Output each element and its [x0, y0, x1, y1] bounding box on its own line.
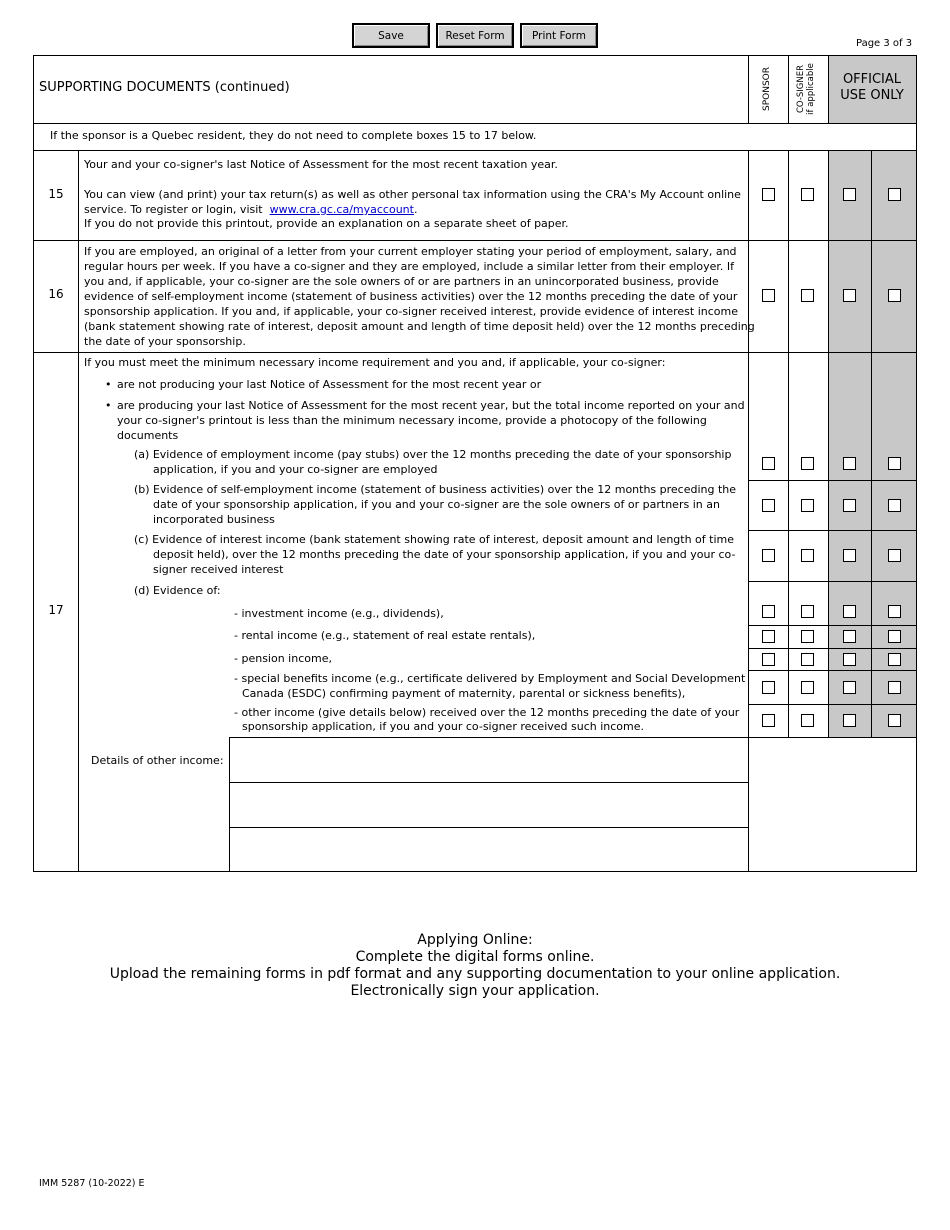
- details-other-income-field[interactable]: [231, 829, 747, 870]
- official-checkbox[interactable]: [843, 681, 856, 694]
- official-checkbox[interactable]: [888, 549, 901, 562]
- footer-line: Upload the remaining forms in pdf format and any supporting documentation to your online application.: [109, 966, 841, 982]
- cosigner-checkbox[interactable]: [801, 681, 814, 694]
- row-15-line4: If you do not provide this printout, provide an explanation on a separate sheet of paper.: [84, 217, 569, 230]
- cosigner-checkbox[interactable]: [801, 714, 814, 727]
- row-16-line: If you are employed, an original of a letter from your current employer stating your period of employment, salary, and: [84, 245, 737, 258]
- official-checkbox[interactable]: [843, 457, 856, 470]
- row-17-a: (a) Evidence of employment income (pay stubs) over the 12 months preceding the date of your sponsorship: [134, 448, 732, 461]
- row-17-b: date of your sponsorship application, if you and your co-signer are the sole owners of or partners in an: [153, 498, 720, 511]
- row-17-d5: sponsorship application, if you and your co-signer received such income.: [242, 720, 645, 733]
- row-17-b: (b) Evidence of self-employment income (statement of business activities) over the 12 months preceding the: [134, 483, 737, 496]
- official-use-label: OFFICIAL USE ONLY: [840, 72, 904, 103]
- reset-form-button[interactable]: Reset Form: [436, 23, 514, 48]
- sponsor-checkbox[interactable]: [762, 630, 775, 643]
- official-checkbox[interactable]: [888, 714, 901, 727]
- cosigner-checkbox[interactable]: [801, 549, 814, 562]
- official-checkbox[interactable]: [843, 653, 856, 666]
- row-17-d2: - rental income (e.g., statement of real estate rentals),: [234, 629, 536, 642]
- cosigner-checkbox[interactable]: [801, 188, 814, 201]
- row-17-d4: - special benefits income (e.g., certificate delivered by Employment and Social Development: [234, 672, 746, 685]
- print-form-button[interactable]: Print Form: [520, 23, 598, 48]
- row-16-line: the date of your sponsorship.: [84, 335, 246, 348]
- section-title: SUPPORTING DOCUMENTS (continued): [39, 80, 290, 95]
- official-checkbox[interactable]: [888, 499, 901, 512]
- official-checkbox[interactable]: [888, 289, 901, 302]
- row-15-number: 15: [48, 187, 64, 201]
- official-checkbox[interactable]: [888, 605, 901, 618]
- official-checkbox[interactable]: [843, 188, 856, 201]
- row-15-line2: You can view (and print) your tax return(s) as well as other personal tax information using the CRA's My Account online: [84, 188, 741, 201]
- form-id: IMM 5287 (10-2022) E: [39, 1178, 145, 1189]
- official-checkbox[interactable]: [843, 630, 856, 643]
- sponsor-checkbox[interactable]: [762, 188, 775, 201]
- cra-myaccount-link[interactable]: www.cra.gc.ca/myaccount: [269, 203, 414, 216]
- row-17-d: (d) Evidence of:: [134, 584, 221, 597]
- sponsor-checkbox[interactable]: [762, 714, 775, 727]
- row-17-c: deposit held), over the 12 months preceding the date of your sponsorship application, if you and your co-: [153, 548, 736, 561]
- row-16-line: sponsorship application. If you and, if applicable, your co-signer received interest, provide evidence of interest income: [84, 305, 738, 318]
- row-17-c: signer received interest: [153, 563, 284, 576]
- details-other-income-field[interactable]: [231, 739, 747, 781]
- sponsor-column-label: SPONSOR: [762, 67, 772, 112]
- official-checkbox[interactable]: [888, 653, 901, 666]
- cosigner-checkbox[interactable]: [801, 605, 814, 618]
- row-16-line: evidence of self-employment income (statement of business activities) over the 12 months preceding the date of your: [84, 290, 738, 303]
- cosigner-checkbox[interactable]: [801, 630, 814, 643]
- sponsor-checkbox[interactable]: [762, 457, 775, 470]
- row-17-b: incorporated business: [153, 513, 275, 526]
- details-other-income-field[interactable]: [231, 784, 747, 826]
- cosigner-checkbox[interactable]: [801, 653, 814, 666]
- cosigner-column-sublabel: if applicable: [806, 63, 816, 115]
- save-button[interactable]: Save: [352, 23, 430, 48]
- official-checkbox[interactable]: [888, 188, 901, 201]
- footer-line: Complete the digital forms online.: [355, 949, 595, 965]
- cosigner-checkbox[interactable]: [801, 457, 814, 470]
- sponsor-checkbox[interactable]: [762, 549, 775, 562]
- row-17-bullet2: your co-signer's printout is less than the minimum necessary income, provide a photocopy of the following: [117, 414, 707, 427]
- row-17-c: (c) Evidence of interest income (bank statement showing rate of interest, deposit amount and length of time: [134, 533, 735, 546]
- details-other-income-label: Details of other income:: [91, 754, 224, 767]
- bullet-icon: •: [105, 378, 112, 391]
- official-checkbox[interactable]: [888, 630, 901, 643]
- row-17-d1: - investment income (e.g., dividends),: [234, 607, 444, 620]
- row-15-line3: service. To register or login, visit www.cra.gc.ca/myaccount.: [84, 203, 418, 216]
- official-checkbox[interactable]: [888, 457, 901, 470]
- row-17-d3: - pension income,: [234, 652, 332, 665]
- cosigner-column-label: CO-SIGNER: [796, 64, 806, 114]
- row-17-d5: - other income (give details below) received over the 12 months preceding the date of your: [234, 706, 740, 719]
- row-17-d4: Canada (ESDC) confirming payment of maternity, parental or sickness benefits),: [242, 687, 686, 700]
- cosigner-checkbox[interactable]: [801, 499, 814, 512]
- row-17-bullet2: are producing your last Notice of Assessment for the most recent year, but the total income reported on your and: [117, 399, 745, 412]
- row-16-line: you and, if applicable, your co-signer are the sole owners of or are partners in an unincorporated business, provide: [84, 275, 719, 288]
- official-checkbox[interactable]: [843, 605, 856, 618]
- row-16-line: (bank statement showing rate of interest, deposit amount and length of time deposit held) over the 12 months preceding: [84, 320, 755, 333]
- sponsor-checkbox[interactable]: [762, 681, 775, 694]
- row-17-intro: If you must meet the minimum necessary income requirement and you and, if applicable, your co-signer:: [84, 356, 666, 369]
- cosigner-checkbox[interactable]: [801, 289, 814, 302]
- row-15-line1: Your and your co-signer's last Notice of Assessment for the most recent taxation year.: [84, 158, 558, 171]
- official-checkbox[interactable]: [888, 681, 901, 694]
- row-17-bullet1: are not producing your last Notice of Assessment for the most recent year or: [117, 378, 542, 391]
- official-checkbox[interactable]: [843, 549, 856, 562]
- footer-line: Applying Online:: [417, 932, 533, 948]
- footer-line: Electronically sign your application.: [350, 983, 600, 999]
- official-checkbox[interactable]: [843, 499, 856, 512]
- sponsor-checkbox[interactable]: [762, 289, 775, 302]
- quebec-note: If the sponsor is a Quebec resident, they do not need to complete boxes 15 to 17 below.: [50, 129, 537, 142]
- row-16-number: 16: [48, 287, 64, 301]
- sponsor-checkbox[interactable]: [762, 653, 775, 666]
- sponsor-checkbox[interactable]: [762, 499, 775, 512]
- official-checkbox[interactable]: [843, 289, 856, 302]
- row-17-bullet2: documents: [117, 429, 179, 442]
- row-17-a: application, if you and your co-signer are employed: [153, 463, 438, 476]
- official-checkbox[interactable]: [843, 714, 856, 727]
- sponsor-checkbox[interactable]: [762, 605, 775, 618]
- bullet-icon: •: [105, 399, 112, 412]
- page-number: Page 3 of 3: [856, 38, 913, 49]
- row-16-line: regular hours per week. If you have a co-signer and they are employed, include a similar letter from their employer. If: [84, 260, 735, 273]
- row-17-number: 17: [48, 603, 64, 617]
